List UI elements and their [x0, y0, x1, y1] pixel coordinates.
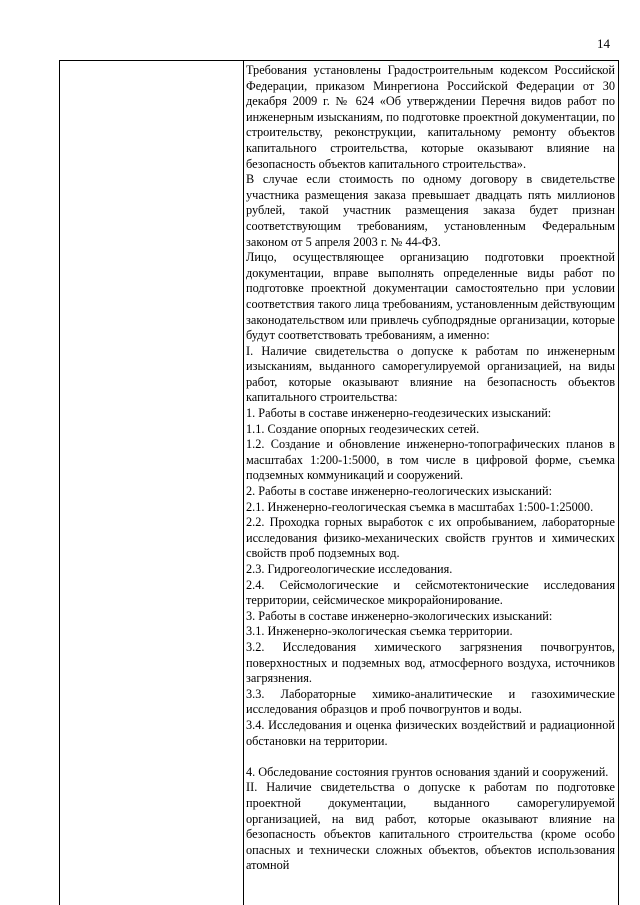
- list-item-1: 1. Работы в составе инженерно-геодезических изысканий:: [246, 406, 552, 421]
- column-divider: [243, 61, 244, 905]
- list-item-3: 3. Работы в составе инженерно-экологических изысканий:: [246, 608, 553, 623]
- list-item-1-1: 1.1. Создание опорных геодезических сетей.: [246, 421, 480, 436]
- list-item-2-4: 2.4. Сейсмологические и сейсмотектонические исследования территории, сейсмическое микрорайонирование.: [246, 577, 615, 608]
- paragraph-section-ii: II. Наличие свидетельства о допуске к работам по подготовке проектной документации, выданного саморегулируемой организацией, на вид работ, которые оказывают влияние на безопасность объектов капитального строительства (кроме особо опасных и технически сложных объектов, объектов использования атомной: [246, 780, 615, 873]
- list-item-2: 2. Работы в составе инженерно-геологических изысканий:: [246, 484, 552, 499]
- paragraph-section-i: I. Наличие свидетельства о допуске к работам по инженерным изысканиям, выданного саморегулируемой организацией, на виды работ, которые оказывают влияние на безопасность объектов капитального строительства:: [246, 343, 615, 405]
- paragraph-legal-basis: Требования установлены Градостроительным кодексом Российской Федерации, приказом Минрегиона Российской Федерации от 30 декабря 2009 г. № 624 «Об утверждении Перечня видов работ по инженерным изысканиям, по подготовке проектной документации, по строительству, реконструкции, капитальному ремонту объектов капитального строительства, которые оказывают влияние на безопасность объектов капитального строительства».: [246, 63, 615, 171]
- requirements-table: [59, 60, 619, 905]
- page-number: 14: [597, 36, 610, 51]
- list-item-4: 4. Обследование состояния грунтов основания зданий и сооружений.: [246, 764, 609, 779]
- requirements-cell: [246, 63, 615, 874]
- list-item-1-2: 1.2. Создание и обновление инженерно-топографических планов в масштабах 1:200-1:5000, в том числе в цифровой форме, съемка подземных коммуникаций и сооружений.: [246, 437, 615, 483]
- paragraph-contract-value: В случае если стоимость по одному договору в свидетельстве участника размещения заказа превышает двадцать пять миллионов рублей, такой участник размещения заказа будет признан соответствующим требованиям, установленным Федеральным законом от 5 апреля 2003 г. № 44-ФЗ.: [246, 172, 615, 249]
- list-item-3-2: 3.2. Исследования химического загрязнения почвогрунтов, поверхностных и подземных вод, атмосферного воздуха, источников загрязнения.: [246, 639, 615, 686]
- list-item-2-3: 2.3. Гидрогеологические исследования.: [246, 562, 453, 576]
- list-item-3-4: 3.4. Исследования и оценка физических воздействий и радиационной обстановки на территории.: [246, 717, 615, 748]
- list-item-2-1: 2.1. Инженерно-геологическая съемка в масштабах 1:500-1:25000.: [246, 499, 594, 514]
- list-item-3-3: 3.3. Лабораторные химико-аналитические и газохимические исследования образцов и проб почвогрунтов и воды.: [246, 686, 615, 717]
- list-item-3-1: 3.1. Инженерно-экологическая съемка территории.: [246, 624, 513, 639]
- paragraph-organizer: Лицо, осуществляющее организацию подготовки проектной документации, вправе выполнять определенные виды работ по подготовке проектной документации самостоятельно при условии соответствия такого лица требованиям, установленным действующим законодательством или привлечь субподрядные организации, которые будут соответствовать требованиям, а именно:: [246, 250, 615, 343]
- list-item-2-2: 2.2. Проходка горных выработок с их опробыванием, лабораторные исследования физико-механических свойств грунтов и химических свойств проб подземных вод.: [246, 515, 615, 561]
